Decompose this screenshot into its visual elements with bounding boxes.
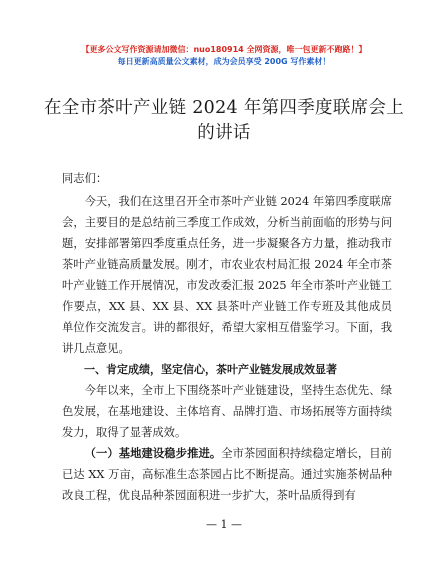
document-title: 在全市茶叶产业链 2024 年第四季度联席会上的讲话 — [43, 98, 405, 143]
promo-line-1: 【更多公文写作资源请加微信：nuo180914 全网资源，唯一包更新不跑路！】 — [81, 45, 367, 54]
promo-line-2: 每日更新高质量公文素材，成为会员享受 200G 写作素材！ — [117, 57, 331, 66]
page-number: — 1 — — [206, 518, 242, 531]
greeting: 同志们： — [62, 172, 108, 185]
paragraph-3 — [62, 443, 392, 506]
promo-banner — [0, 44, 448, 68]
paragraph-2: 今年以来，全市上下围绕茶叶产业链建设，坚持生态优先、绿色发展，在基地建设、主体培育、品牌打造、市场拓展等方面持续发力，取得了显著成效。 — [62, 384, 392, 439]
paragraph-1: 今天，我们在这里召开全市茶叶产业链 2024 年第四季度联席会，主要目的是总结前三季度工作成效，分析当前面临的形势与问题，安排部署第四季度重点任务，进一步凝聚各方力量，推动我市茶叶产业链高质量发展。刚才，市农业农村局汇报 2024 年全市茶叶产业链工作开展情况，市发改委汇报 2025 年全市茶叶产业链工作要点，XX 县、XX 县、XX 县茶叶产业链工作专班及其他成员单位作交流发言。讲的都很好，希望大家相互借鉴学习。下面，我讲几点意见。 — [62, 195, 392, 355]
subsection-heading-1: （一）基地建设稳步推进。 — [84, 447, 222, 460]
paragraph-3-text: 全市茶园面积持续稳定增长，目前已达 XX 万亩，高标准生态茶园占比不断提高。通过实施茶树品种改良工程，优良品种茶园面积进一步扩大，茶叶品质得到有 — [62, 447, 392, 502]
document-body — [62, 168, 392, 506]
section-heading-1: 一、肯定成绩，坚定信心，茶叶产业链发展成效显著 — [84, 363, 337, 376]
